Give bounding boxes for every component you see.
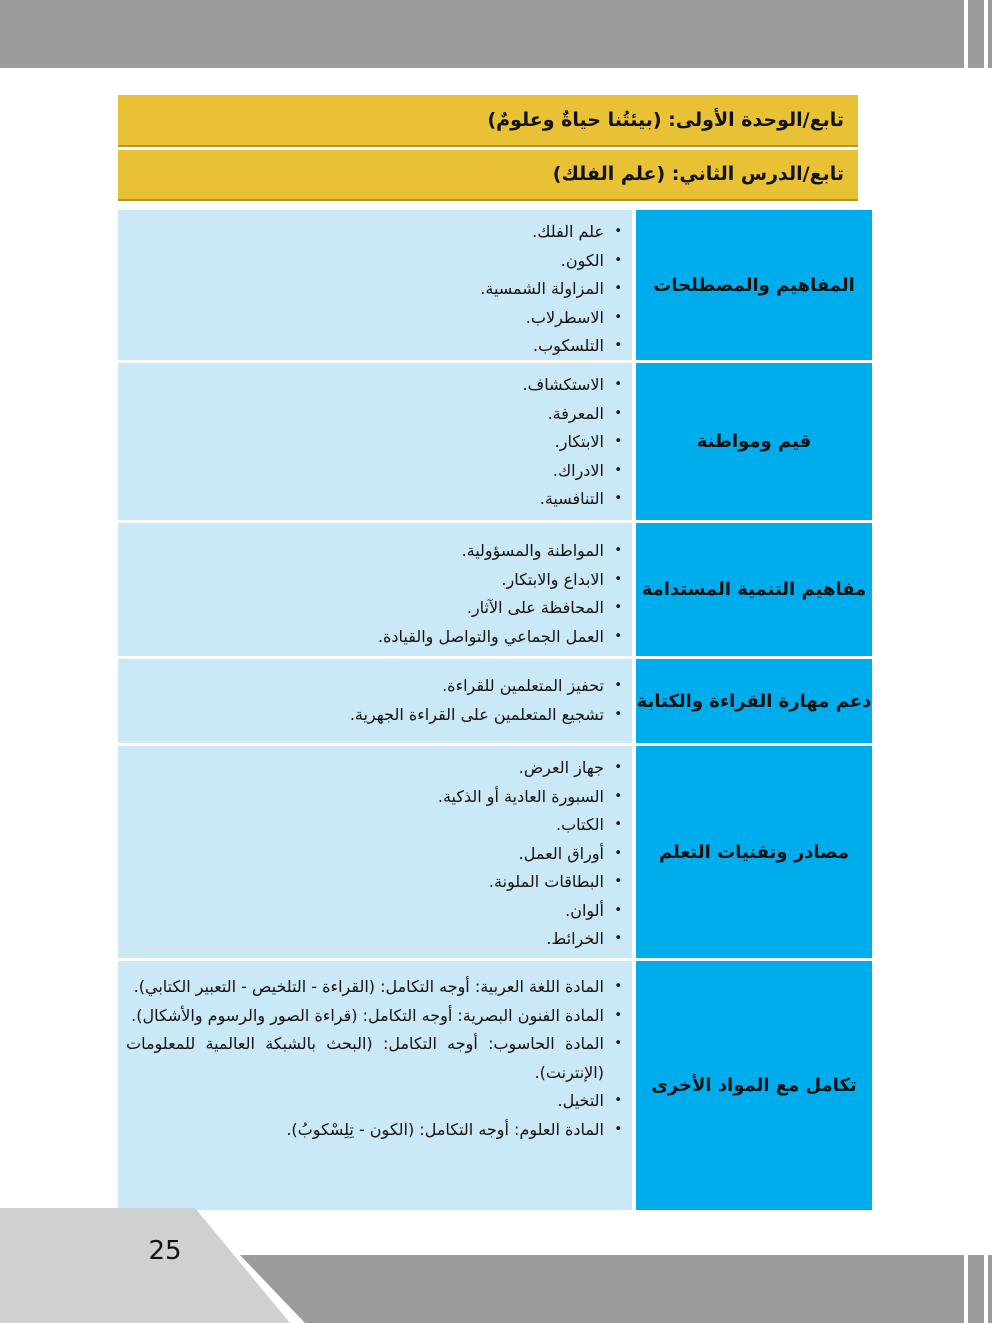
table-row xyxy=(118,523,872,659)
list-item: • المادة العلوم: أوجه التكامل: (الكون - تِلِسْكوبُ). xyxy=(126,1116,622,1145)
list-item: • التلسكوب. xyxy=(126,332,622,361)
top-stripe-left xyxy=(964,0,968,68)
row-heading-resources: مصادر وتقنيات التعلم xyxy=(636,746,872,958)
list-item: • الابتكار. xyxy=(126,428,622,457)
footer-stripe-left xyxy=(964,1255,968,1323)
list-item: • التخيل. xyxy=(126,1087,622,1116)
top-decoration-bar xyxy=(0,0,992,68)
lesson-table xyxy=(118,210,872,1210)
list-item: • جهاز العرض. xyxy=(126,754,622,783)
row-content xyxy=(118,659,632,743)
list-item: • الادراك. xyxy=(126,457,622,486)
footer-dark-bar xyxy=(240,1255,992,1323)
row-heading-concepts: المفاهيم والمصطلحات xyxy=(636,210,872,360)
list-item: • البطاقات الملونة. xyxy=(126,868,622,897)
list-item: • العمل الجماعي والتواصل والقيادة. xyxy=(126,623,622,652)
table-row xyxy=(118,363,872,523)
list-item: • المادة الحاسوب: أوجه التكامل: (البحث بالشبكة العالمية للمعلومات (الإنترنت). xyxy=(126,1030,622,1087)
list-item: • الخرائط. xyxy=(126,925,622,954)
list-item: • المحافظة على الآثار. xyxy=(126,594,622,623)
row-heading-values: قيم ومواطنة xyxy=(636,363,872,520)
row-heading-sustainability: مفاهيم التنمية المستدامة xyxy=(636,523,872,656)
page-number: 25 xyxy=(148,1236,182,1266)
column-divider xyxy=(632,363,636,520)
row-heading-integration: تكامل مع المواد الأخرى xyxy=(636,961,872,1210)
list-item: • تشجيع المتعلمين على القراءة الجهرية. xyxy=(126,701,622,730)
list-item: • الاستكشاف. xyxy=(126,371,622,400)
list-item: • السبورة العادية أو الذكية. xyxy=(126,783,622,812)
list-item: • علم الفلك. xyxy=(126,218,622,247)
list-item: • الكتاب. xyxy=(126,811,622,840)
column-divider xyxy=(632,210,636,360)
list-item: • المزاولة الشمسية. xyxy=(126,275,622,304)
column-divider xyxy=(632,659,636,743)
column-divider xyxy=(632,746,636,958)
row-heading-literacy: دعم مهارة القراءة والكتابة xyxy=(636,659,872,743)
list-item: • التنافسية. xyxy=(126,485,622,514)
list-item: • المادة اللغة العربية: أوجه التكامل: (القراءة - التلخيص - التعبير الكتابي). xyxy=(126,973,622,1002)
table-row xyxy=(118,659,872,746)
list-item: • المواطنة والمسؤولية. xyxy=(126,537,622,566)
list-item: • المادة الفنون البصرية: أوجه التكامل: (قراءة الصور والرسوم والأشكال). xyxy=(126,1002,622,1031)
unit-title-banner: تابع/الوحدة الأولى: (بيئتُنا حياةٌ وعلومٌ) xyxy=(118,95,858,147)
list-item: • تحفيز المتعلمين للقراءة. xyxy=(126,672,622,701)
row-content xyxy=(118,523,632,656)
row-content xyxy=(118,363,632,520)
row-content xyxy=(118,961,632,1210)
row-content xyxy=(118,746,632,958)
row-content xyxy=(118,210,632,360)
table-row xyxy=(118,961,872,1210)
top-stripe-right xyxy=(984,0,988,68)
list-item: • أوراق العمل. xyxy=(126,840,622,869)
table-row xyxy=(118,746,872,961)
list-item: • الكون. xyxy=(126,247,622,276)
list-item: • ألوان. xyxy=(126,897,622,926)
table-row xyxy=(118,210,872,363)
lesson-title-banner: تابع/الدرس الثاني: (علم الفلك) xyxy=(118,150,858,201)
footer-stripe-right xyxy=(984,1255,988,1323)
list-item: • الاسطرلاب. xyxy=(126,304,622,333)
list-item: • الابداع والابتكار. xyxy=(126,566,622,595)
column-divider xyxy=(632,961,636,1210)
list-item: • المعرفة. xyxy=(126,400,622,429)
column-divider xyxy=(632,523,636,656)
